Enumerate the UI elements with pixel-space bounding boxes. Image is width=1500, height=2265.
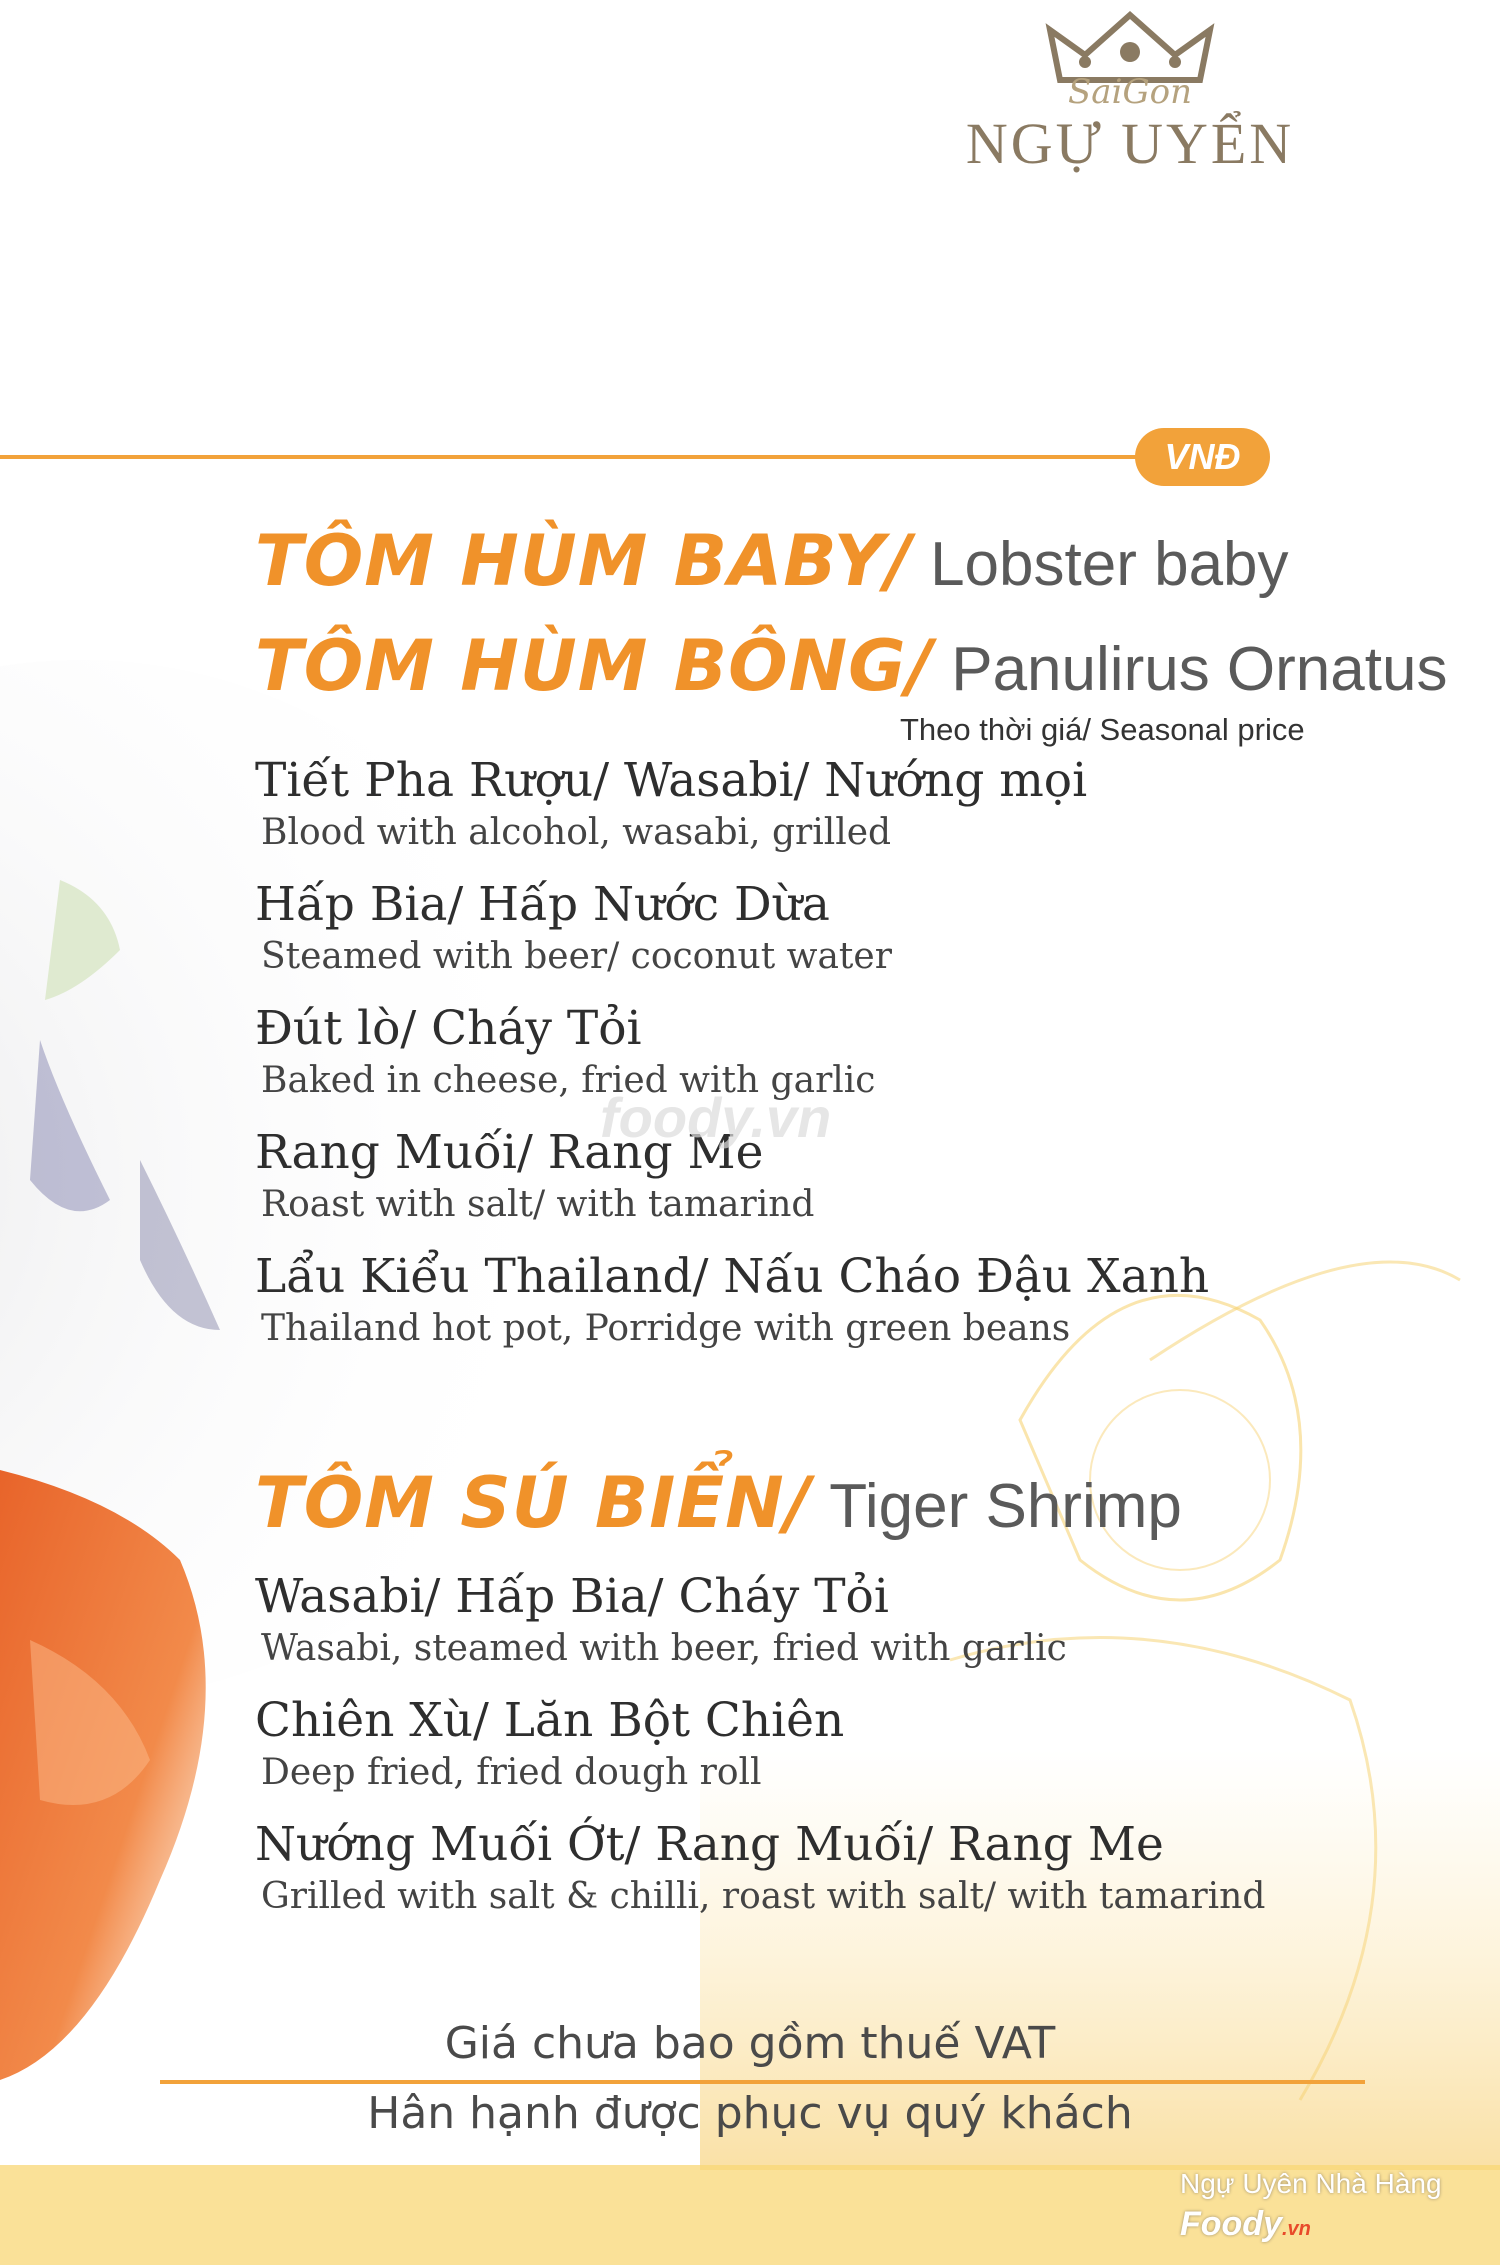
menu-item-vn: Đút lò/ Cháy Tỏi [255,1001,642,1056]
foody-brand-text: Foody [1180,2205,1282,2243]
menu-item-vn: Tiết Pha Rượu/ Wasabi/ Nướng mọi [255,753,1088,808]
heading-tiger-shrimp [255,1462,1182,1544]
restaurant-name-caption: Ngự Uyên Nhà Hàng [1180,2168,1442,2199]
logo-script-text: SaiGon [1068,72,1192,112]
foody-brand-mark [1180,2205,1311,2244]
menu-item-en: Grilled with salt & chilli, roast with salt/ with tamarind [261,1876,1266,1917]
vat-note: Giá chưa bao gồm thuế VAT [444,2018,1056,2069]
footer-divider [160,2080,1365,2084]
heading-lobster-baby-en: Lobster baby [930,530,1289,599]
logo-brand-name: NGỰ UYỂN [965,111,1295,176]
menu-item-vn: Lẩu Kiểu Thailand/ Nấu Cháo Đậu Xanh [255,1249,1210,1304]
menu-item [255,752,1087,856]
heading-lobster-bong [255,625,1447,707]
menu-item-en: Thailand hot pot, Porridge with green beans [261,1308,1071,1349]
currency-badge: VNĐ [1135,428,1270,486]
foody-brand-suffix: .vn [1281,2218,1311,2240]
menu-item [255,1248,1209,1352]
menu-item-en: Deep fried, fried dough roll [261,1752,762,1793]
menu-item-vn: Chiên Xù/ Lăn Bột Chiên [255,1693,845,1748]
seasonal-price-note: Theo thời giá/ Seasonal price [900,712,1305,747]
menu-item-en: Wasabi, steamed with beer, fried with garlic [261,1628,1067,1669]
foody-watermark: foody.vn [600,1086,832,1149]
heading-lobster-bong-en: Panulirus Ornatus [951,635,1448,704]
heading-tiger-shrimp-en: Tiger Shrimp [829,1472,1182,1541]
menu-item-vn: Rang Muối/ Rang Me [255,1125,764,1180]
menu-item [255,1568,1067,1672]
heading-tiger-shrimp-vn: TÔM SÚ BIỂN/ [255,1462,812,1544]
heading-lobster-bong-vn: TÔM HÙM BÔNG/ [255,625,934,707]
menu-item-en: Steamed with beer/ coconut water [261,936,892,977]
menu-item-en: Roast with salt/ with tamarind [261,1184,815,1225]
menu-item [255,1692,844,1796]
top-divider [0,455,1150,459]
menu-item [255,876,892,980]
menu-item [255,1816,1265,1920]
welcome-message: Hân hạnh được phục vụ quý khách [367,2088,1133,2139]
menu-item-en: Baked in cheese, fried with garlic [261,1060,876,1101]
heading-lobster-baby [255,520,1289,602]
menu-item-vn: Wasabi/ Hấp Bia/ Cháy Tỏi [255,1569,889,1624]
menu-item-vn: Hấp Bia/ Hấp Nước Dừa [255,877,830,932]
menu-item-en: Blood with alcohol, wasabi, grilled [261,812,892,853]
restaurant-logo [960,10,1300,180]
menu-item-vn: Nướng Muối Ớt/ Rang Muối/ Rang Me [255,1817,1164,1872]
heading-lobster-baby-vn: TÔM HÙM BABY/ [255,520,913,602]
